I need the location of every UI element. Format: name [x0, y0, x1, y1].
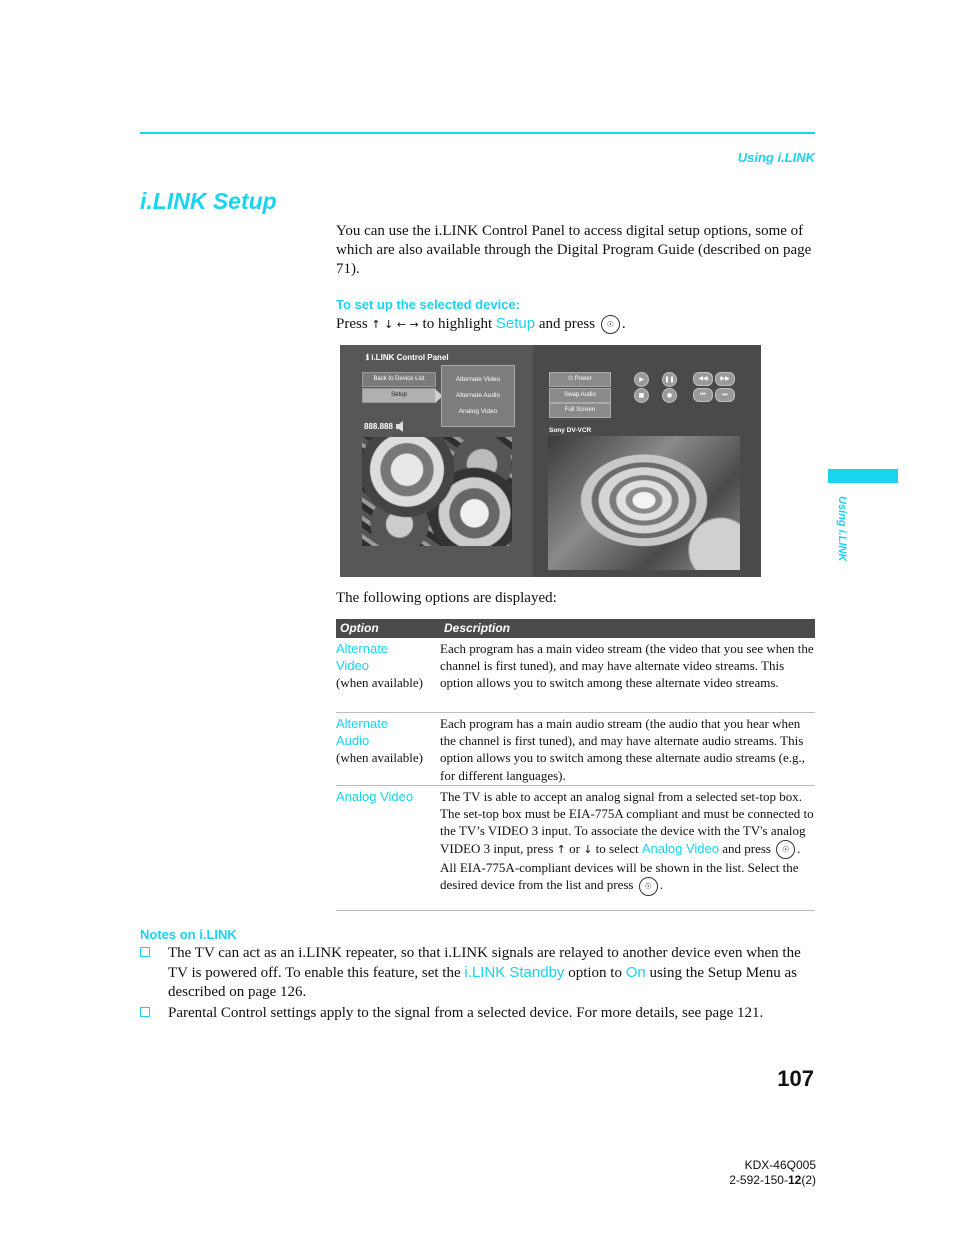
- select-button-icon: ☉: [601, 315, 620, 334]
- fast-forward-icon: ▶▶: [715, 372, 735, 386]
- select-button-icon: ☉: [776, 840, 795, 859]
- procedure-heading: To set up the selected device:: [336, 297, 520, 312]
- options-intro: The following options are displayed:: [336, 590, 557, 606]
- column-header-option: Option: [340, 621, 379, 635]
- flower-photo-right: [548, 436, 740, 570]
- screenshot-right-pane: [533, 345, 761, 577]
- period: .: [621, 316, 626, 332]
- press-text: Press: [336, 316, 368, 332]
- ilink-icon: ℹ: [366, 353, 370, 362]
- setup-submenu: [441, 365, 515, 427]
- play-icon: ▶: [634, 372, 649, 387]
- channel-number: 888.888: [364, 422, 393, 431]
- option-name: Audio: [336, 733, 370, 748]
- checkbox-bullet-icon: [140, 1007, 150, 1017]
- description-cell: Each program has a main video stream (the video that you see when the channel is first tuned), and may have alternate video streams. This option allows you to switch among these alternate video streams.: [440, 641, 814, 691]
- side-tab: [828, 469, 898, 483]
- pause-icon: ❚❚: [662, 372, 677, 387]
- top-rule: [140, 132, 815, 134]
- page-number: 107: [777, 1066, 814, 1091]
- screenshot-left-pane: [340, 345, 533, 577]
- option-name: Video: [336, 658, 370, 673]
- column-header-description: Description: [444, 621, 511, 635]
- side-tab-label: Using i.LINK: [836, 496, 848, 562]
- submenu-item: Alternate Audio: [455, 392, 501, 399]
- rewind-icon: ◀◀: [693, 372, 713, 386]
- select-button-icon: ☉: [639, 877, 658, 896]
- option-qualifier: (when available): [336, 675, 423, 690]
- control-panel-screenshot: [340, 345, 761, 577]
- ilink-standby-option: i.LINK Standby: [464, 964, 565, 981]
- model-number: KDX-46Q005: [744, 1158, 816, 1172]
- power-icon: ⏻: [568, 376, 574, 382]
- section-header: Using i.LINK: [737, 150, 815, 165]
- and-press-text: and press: [538, 316, 596, 332]
- option-cell: [336, 788, 436, 805]
- submenu-item: Alternate Video: [455, 376, 501, 383]
- down-arrow-icon: ↓: [583, 842, 593, 856]
- skip-forward-icon: ⏭: [715, 388, 735, 402]
- description-cell: The TV is able to accept an analog signal from a selected set-top box. The set-top box must be EIA-775A compliant and must be connected to the TV’s VIDEO 3 input. To associate the device with the TV's analog VIDEO 3 input, press ↑ or ↓ to select Analog Video and press ☉ . All EIA-775A-compliant devices will be shown in the list. Select the desired device from the list and press ☉ .: [440, 786, 815, 905]
- speaker-icon: [396, 421, 405, 432]
- flower-photo-left: [362, 437, 512, 546]
- power-button: ⏻ Power: [549, 372, 611, 387]
- arrow-icons: ↑ ↓ ← →: [371, 318, 419, 331]
- note-item: Parental Control settings apply to the signal from a selected device. For more details, see page 121.: [140, 1004, 815, 1023]
- options-table: [336, 619, 815, 911]
- option-name: Alternate: [336, 641, 389, 656]
- to-highlight-text: to highlight: [422, 316, 493, 332]
- option-name: Alternate: [336, 716, 389, 731]
- table-row: [336, 713, 815, 786]
- intro-paragraph: You can use the i.LINK Control Panel to access digital setup options, some of which are also available through the Digital Program Guide (described on page 71).: [336, 223, 812, 277]
- setup-target: Setup: [495, 315, 536, 332]
- full-screen-button: Full Screen: [549, 403, 611, 418]
- stop-icon: ■: [634, 388, 649, 403]
- table-header: [336, 619, 815, 638]
- part-number: 2-592-150-12(2): [729, 1173, 816, 1187]
- note-item: The TV can act as an i.LINK repeater, so that i.LINK signals are relayed to another device even when the TV is powered off. To enable this feature, set the i.LINK Standby option to On using the Setup Menu as described on page 126.: [140, 944, 815, 1002]
- back-to-device-list-button: Back to Device List: [362, 372, 436, 387]
- panel-title: ℹ i.LINK Control Panel: [366, 353, 449, 362]
- table-row: [336, 638, 815, 713]
- record-icon: ●: [662, 388, 677, 403]
- setup-button: Setup: [362, 388, 436, 403]
- option-qualifier: (when available): [336, 750, 423, 765]
- option-name: Analog Video: [336, 789, 414, 804]
- description-cell: Each program has a main audio stream (the audio that you hear when the channel is first tuned), and may have alternate audio streams. This option allows you to switch among these alternate audio streams (e.g., for different languages).: [440, 716, 805, 783]
- notes-heading: Notes on i.LINK: [140, 927, 237, 942]
- up-arrow-icon: ↑: [556, 842, 566, 856]
- table-row: [336, 786, 815, 911]
- page-title: i.LINK Setup: [140, 188, 277, 214]
- device-name: Sony DV-VCR: [549, 427, 592, 434]
- procedure-step: [336, 314, 626, 334]
- skip-back-icon: ⏮: [693, 388, 713, 402]
- analog-video-target: Analog Video: [641, 840, 719, 856]
- on-value: On: [625, 964, 646, 981]
- model-code: [729, 1158, 816, 1188]
- checkbox-bullet-icon: [140, 947, 150, 957]
- submenu-item: Analog Video: [458, 408, 498, 415]
- option-cell: [336, 640, 436, 691]
- swap-audio-button: Swap Audio: [549, 388, 611, 403]
- option-cell: [336, 715, 436, 766]
